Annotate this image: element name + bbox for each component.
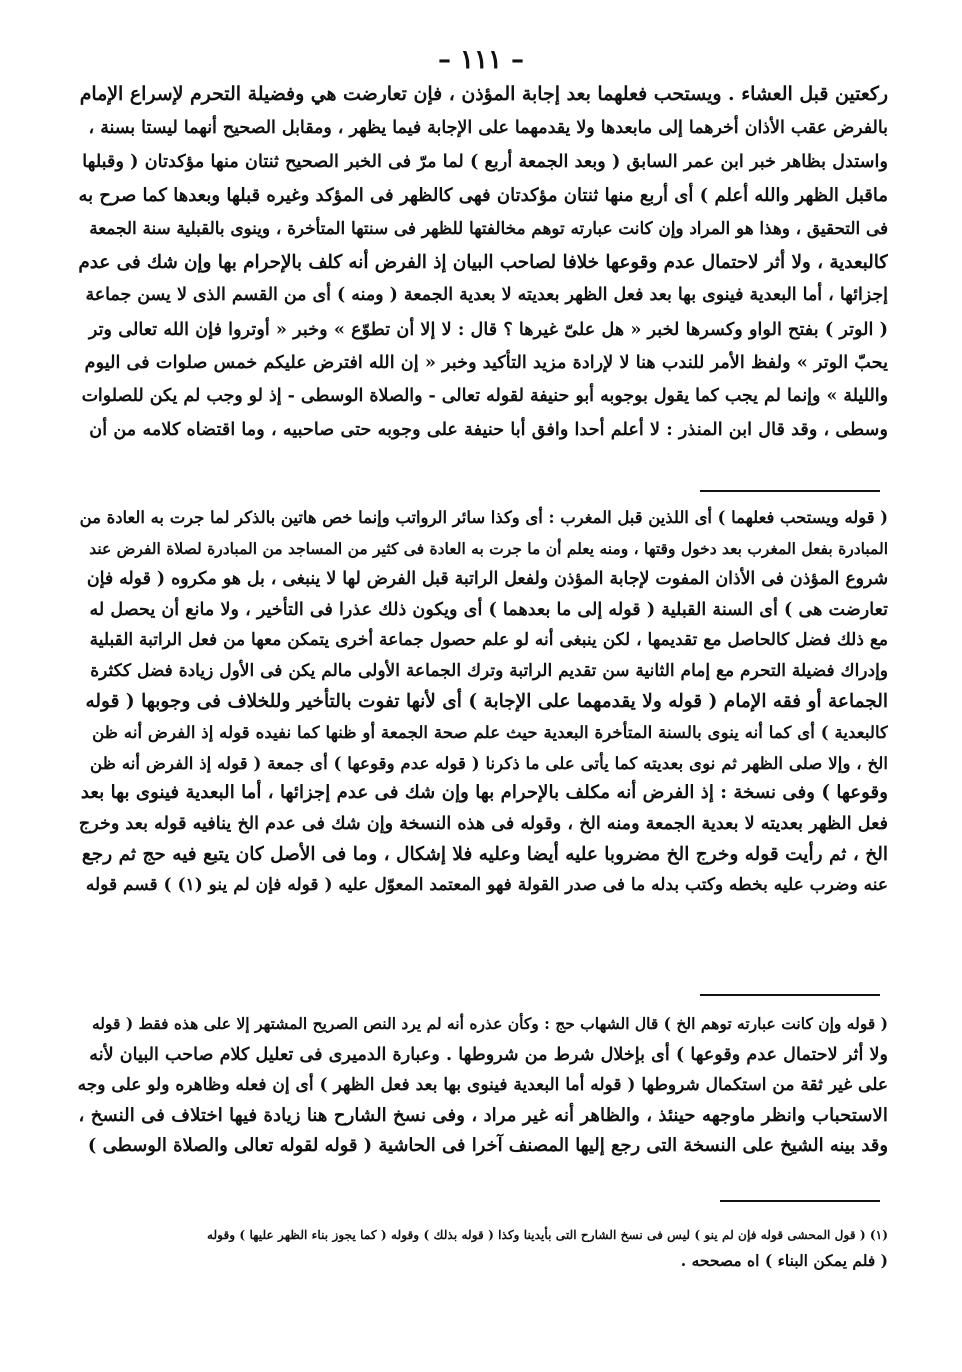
- commentary-line: ( قوله ويستحب فعلهما ) أى اللذين قبل المغرب : أى وكذا سائر الرواتب وإنما خص هاتين بالذكر لما جرت به العادة من: [79, 508, 888, 527]
- footnote-line: (١) ( قول المحشى قوله فإن لم ينو ) ليس فى نسخ الشارح التى بأيدينا وكذا ( قوله بذلك ) وقوله ( كما يجوز بناء الظهر عليها ) وقوله: [206, 1228, 888, 1242]
- commentary-line: وقوعها ) وفى نسخة : إذ الفرض أنه مكلف بالإحرام بها وإن شك فى عدم إجزائها ، أما البعدية فينوى بها بعد: [80, 782, 888, 804]
- commentary-line: كالبعدية ) أى كما أنه ينوى بالسنة المتأخرة البعدية حيث علم صحة الجمعة أو ظنها كما نفيده قوله إذ الفرض أنه ظن: [92, 722, 888, 743]
- main-text-line: وسطى ، وقد قال ابن المنذر : لا أعلم أحدا وافق أبا حنيفة على وجوبه حتى صاحبيه ، وما اقتضاه كلامه من أن: [89, 419, 888, 440]
- commentary-line: الجماعة أو فقه الإمام ( قوله ولا يقدمهما على الإجابة ) أى لأنها تفوت بالتأخير وللخلاف فى وجوبها ( قوله: [85, 690, 888, 712]
- commentary-line: تعارضت هى ) أى السنة القبلية ( قوله إلى ما بعدهما ) أى ويكون ذلك عذرا فى التأخير ، ولا مانع أن يحصل له: [89, 598, 888, 620]
- commentary-line: ( قوله وإن كانت عبارته توهم الخ ) قال الشهاب حج : وكأن عذره أنه لم يرد النص الصريح المشتهر إلا على هذه فقط ( قوله: [91, 1014, 888, 1033]
- commentary-block-1: [78, 503, 888, 901]
- commentary-line: عنه وضرب عليه بخطه وكتب بدله ما فى صدر القولة فهو المعتمد المعوّل عليه ( قوله فإن لم ينو (١) ) قسم قوله: [85, 875, 888, 896]
- main-text-line: فى التحقيق ، وهذا هو المراد وإن كانت عبارته توهم مخالفتها للظهر فى سنتها المتأخرة ، وينوى بالقبلية سنة الجمعة: [89, 218, 888, 238]
- main-text-block: [78, 78, 888, 447]
- footnote-line: ( فلم يمكن البناء ) اه مصححه .: [680, 1251, 888, 1270]
- main-text-line: ركعتين قبل العشاء . ويستحب فعلهما بعد إجابة المؤذن ، فإن تعارضت هي وفضيلة التحرم لإسراع الإمام: [79, 83, 888, 105]
- commentary-line: الخ ، ثم رأيت قوله وخرج الخ مضروبا عليه أيضا وعليه فلا إشكال ، وما فى الأصل كان يتبع فيه حج ثم رجع: [81, 843, 888, 865]
- commentary-line: وإدراك فضيلة التحرم مع إمام الثانية سن تقديم الراتبة وترك الجماعة الأولى مالم يكن فى الأول زيادة فضل ككثرة: [90, 660, 888, 681]
- commentary-line: وقد بينه الشيخ على النسخة التى رجع إليها المصنف آخرا فى الحاشية ( قوله لقوله تعالى والصلاة الوسطى ): [87, 1135, 888, 1157]
- page-number: – ١١١ –: [437, 45, 525, 75]
- main-text-line: بالفرض عقب الأذان أخرهما إلى مابعدها ولا يقدمهما على الإجابة فيما يظهر ، ومقابل الصحيح أنهما ليستا بسنة ،: [88, 117, 888, 138]
- commentary-block-2: [78, 1009, 888, 1162]
- footnote-divider: [720, 1200, 880, 1202]
- commentary-line: على غير ثقة من استكمال شروطها ( قوله أما البعدية فينوى بها بعد فعل الظهر ) أى إن فعله وظاهره ولو على وجه: [78, 1075, 888, 1096]
- section-divider: [700, 490, 880, 492]
- main-text-line: كالبعدية ، ولا أثر لاحتمال عدم وقوعها خلافا لصاحب البيان إذ الفرض أنه كلف بالإحرام بها وإن شك فى عدم: [78, 251, 888, 273]
- commentary-line: شروع المؤذن فى الأذان المفوت لإجابة المؤذن ولفعل الراتبة قبل الفرض لها لا ينبغى ، بل هو مكروه ( قوله فإن: [86, 569, 888, 590]
- footnote-block: [190, 1222, 888, 1274]
- commentary-line: المبادرة بفعل المغرب بعد دخول وقتها ، ومنه يعلم أن ما جرت به العادة فى كثير من المساجد من المبادرة لصلاة الفرض عند: [89, 538, 888, 558]
- commentary-line: فعل الظهر بعديته لا بعدية الجمعة ومنه الخ ، وقوله فى هذه النسخة وإن شك فى عدم الخ ينافيه قوله بعد وخرج: [78, 812, 888, 834]
- main-text-line: والليلة » وإنما لم يجب كما يقول بوجوبه أبو حنيفة لقوله تعالى - والصلاة الوسطى - إذ لو وجب لم يكن للصلوات: [81, 385, 888, 406]
- main-text-line: ماقبل الظهر والله أعلم ) أى أربع منها ثنتان مؤكدتان فهى كالظهر فى المؤكد وغيره قبلها وبعدها كما صرح به: [78, 184, 888, 206]
- main-text-line: إجزائها ، أما البعدية فينوى بها بعد فعل الظهر بعديته لا بعدية الجمعة ( ومنه ) أى من القسم الذى لا يسن جماعة: [85, 285, 888, 305]
- commentary-line: ولا أثر لاحتمال عدم وقوعها ) أى بإخلال شرط من شروطها . وعبارة الدميرى فى تعليل كلام صاحب البيان لأنه: [89, 1043, 888, 1065]
- commentary-line: الخ ، وإلا صلى الظهر ثم نوى بعديته كما يأتى على ما ذكرنا ( قوله عدم وقوعها ) أى جمعة ( قوله إذ الفرض أنه ظن: [90, 752, 888, 773]
- main-text-line: واستدل بظاهر خبر ابن عمر السابق ( وبعد الجمعة أربع ) لما مرّ فى الخبر الصحيح ثنتان منها مؤكدتان ( وقبلها: [82, 151, 888, 172]
- commentary-line: مع ذلك فضل كالحاصل مع تقديمها ، لكن ينبغى أنه لو علم حصول جماعة أخرى يتمكن معها من فعل الراتبة القبلية: [89, 630, 888, 651]
- main-text-line: ( الوتر ) بفتح الواو وكسرها لخبر « هل علىّ غيرها ؟ قال : لا إلا أن تطوّع » وخبر « أوتروا فإن الله تعالى وتر: [88, 318, 888, 340]
- section-divider: [700, 994, 880, 996]
- commentary-line: الاستحباب وانظر ماوجهه حينئذ ، والظاهر أنه غير مراد ، وفى نسخ الشارح هنا زيادة فيها اختلاف فى النسخ ،: [78, 1104, 888, 1126]
- main-text-line: يحبّ الوتر » ولفظ الأمر للندب هنا لا لإرادة مزيد التأكيد وخبر « إن الله افترض عليكم خمس صلوات فى اليوم: [84, 352, 888, 373]
